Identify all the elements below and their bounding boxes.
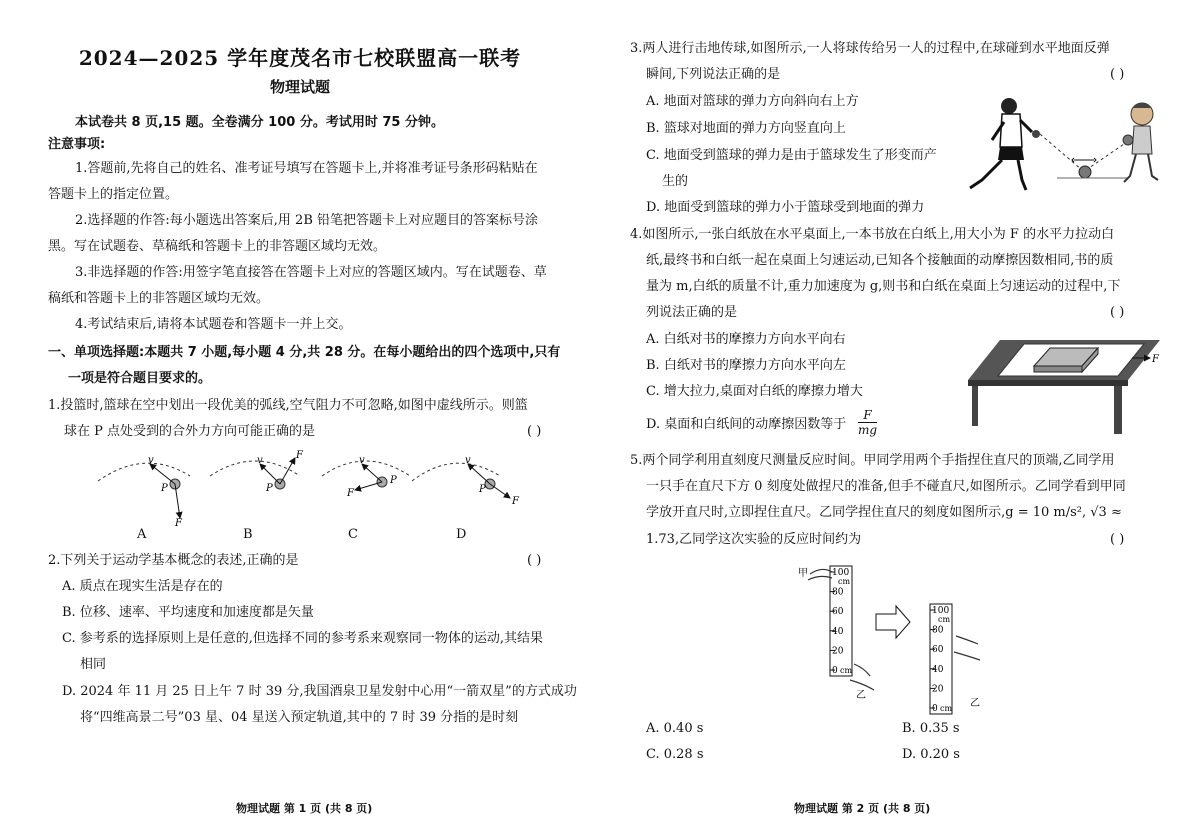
notice-line: 2.选择题的作答:每小题选出答案后,用 2B 铅笔把答题卡上对应题目的答案标号涂 (75, 213, 539, 228)
page-footer: 物理试题 第 1 页 (共 8 页) (236, 802, 373, 815)
q4-option: D. 桌面和白纸间的动摩擦因数等于 (646, 417, 847, 432)
p-label: P (161, 483, 168, 494)
section-heading: 一、单项选择题:本题共 7 小题,每小题 4 分,共 28 分。在每小题给出的四个选项中,只有 (48, 345, 561, 360)
f-label: F (175, 518, 182, 529)
ruler-reaction-figure (790, 560, 990, 720)
q2-option: C. 参考系的选择原则上是任意的,但选择不同的参考系来观察同一物体的运动,其结果 (62, 631, 544, 646)
q2-option: D. 2024 年 11 月 25 日上午 7 时 39 分,我国酒泉卫星发射中心用“一箭双星”的方式成功 (62, 684, 577, 699)
table-paper-book-illustration (964, 332, 1160, 436)
q4-option: A. 白纸对书的摩擦力方向水平向右 (646, 332, 846, 347)
q4-stem: 量为 m,白纸的质量不计,重力加速度为 g,则书和白纸在桌面上匀速运动的过程中,下 (646, 279, 1121, 294)
option-a-diagram (98, 455, 190, 529)
f-label: F (347, 488, 354, 499)
q4-fraction (858, 408, 877, 437)
p-label: P (479, 484, 486, 495)
q1-stem: 球在 P 点处受到的合外力方向可能正确的是 (64, 424, 316, 439)
ruler-tick-label: 20 (932, 684, 944, 695)
ruler-tick-label: 40 (832, 626, 844, 637)
exam-title: 2024—2025 学年度茂名市七校联盟高一联考 (78, 46, 522, 70)
ruler-tick-label: 60 (932, 645, 944, 656)
yi-label: 乙 (856, 690, 866, 701)
notice-line: 答题卡上的指定位置。 (48, 187, 179, 202)
fraction-numerator: F (858, 408, 877, 423)
q4-option: B. 白纸对书的摩擦力方向水平向左 (646, 358, 846, 373)
right-page (600, 0, 1200, 832)
q3-option: 生的 (662, 174, 689, 189)
section-heading: 一项是符合题目要求的。 (68, 371, 212, 386)
jia-label: 甲 (798, 568, 808, 579)
q1-stem: 1.投篮时,篮球在空中划出一段优美的弧线,空气阻力不可忽略,如图中虚线所示。则篮 (48, 398, 528, 413)
q3-stem: 3.两人进行击地传球,如图所示,一人将球传给另一人的过程中,在球碰到水平地面反弹 (630, 41, 1110, 56)
option-d-label: D (456, 527, 467, 542)
notice-line: 1.答题前,先将自己的姓名、准考证号填写在答题卡上,并将准考证号条形码粘贴在 (75, 161, 538, 176)
q4-stem: 4.如图所示,一张白纸放在水平桌面上,一本书放在白纸上,用大小为 F 的水平力拉动白 (630, 227, 1115, 242)
ruler-tick-label: 100 (932, 606, 950, 616)
ruler-tick-label: 100 (832, 568, 850, 578)
fraction-denominator: mg (858, 423, 878, 437)
q2-option: A. 质点在现实生活是存在的 (62, 579, 223, 594)
q5-option: B. 0.35 s (902, 721, 960, 736)
option-d-diagram (412, 455, 520, 507)
notice-line: 稿纸和答题卡上的非答题区域均无效。 (48, 291, 270, 306)
q5-option: D. 0.20 s (902, 747, 960, 762)
v-label: v (148, 455, 154, 466)
f-label: F (512, 496, 519, 507)
bounce-pass-illustration (962, 92, 1162, 197)
p-label: P (266, 483, 273, 494)
ruler-unit-label: cm (840, 666, 853, 675)
q5-stem: 学放开直尺时,立即捏住直尺。乙同学捏住直尺的刻度如图所示,g = 10 m/s², √3 ≈ (646, 505, 1122, 520)
ruler-tick-label: 60 (832, 607, 844, 618)
q5-stem: 5.两个同学利用直刻度尺测量反应时间。甲同学用两个手指捏住直尺的顶端,乙同学用 (630, 453, 1115, 468)
ruler-unit-label: cm (940, 704, 953, 713)
q5-stem: 1.73,乙同学这次实验的反应时间约为 (646, 532, 862, 547)
page-footer: 物理试题 第 2 页 (共 8 页) (794, 802, 931, 815)
yi-label: 乙 (970, 698, 980, 709)
option-b-diagram (210, 450, 304, 494)
exam-intro: 本试卷共 8 页,15 题。全卷满分 100 分。考试用时 75 分钟。 (75, 115, 444, 130)
notice-line: 3.非选择题的作答:用签字笔直接答在答题卡上对应的答题区域内。写在试题卷、草 (75, 265, 547, 280)
v-label: v (465, 455, 471, 466)
notice-heading: 注意事项: (48, 137, 106, 152)
exam-subtitle: 物理试题 (269, 78, 330, 96)
option-c-label: C (348, 527, 358, 542)
notice-line: 4.考试结束后,请将本试题卷和答题卡一并上交。 (75, 317, 352, 332)
force-label: F (1152, 354, 1159, 365)
ruler-tick-label: 40 (932, 664, 944, 675)
q4-option: C. 增大拉力,桌面对白纸的摩擦力增大 (646, 384, 863, 399)
option-b-label: B (243, 527, 253, 542)
answer-bracket: ( ) (1110, 532, 1125, 547)
ruler-tick-label: 0 (932, 704, 938, 714)
answer-bracket: ( ) (1110, 67, 1125, 82)
option-a-label: A (137, 527, 147, 542)
ruler-unit-label: cm (838, 577, 851, 586)
ruler-tick-label: 80 (832, 587, 844, 598)
answer-bracket: ( ) (1110, 305, 1125, 320)
notice-line: 黑。写在试题卷、草稿纸和答题卡上的非答题区域均无效。 (48, 239, 387, 254)
q2-option: 相同 (80, 657, 107, 672)
ruler-unit-label: cm (938, 615, 951, 624)
q3-option: D. 地面受到篮球的弹力小于篮球受到地面的弹力 (646, 200, 925, 215)
ruler-tick-label: 20 (832, 646, 844, 657)
q3-option: A. 地面对篮球的弹力方向斜向右上方 (646, 94, 859, 109)
ruler-tick-label: 80 (932, 625, 944, 636)
option-c-diagram (322, 455, 410, 499)
q3-option: B. 篮球对地面的弹力方向竖直向上 (646, 121, 846, 136)
f-label: F (296, 450, 303, 461)
q3-stem: 瞬间,下列说法正确的是 (646, 67, 781, 82)
p-label: P (390, 475, 397, 486)
q5-option: A. 0.40 s (646, 721, 704, 736)
q4-stem: 纸,最终书和白纸一起在桌面上匀速运动,已知各个接触面的动摩擦因数相同,书的质 (646, 253, 1114, 268)
q3-option: C. 地面受到篮球的弹力是由于篮球发生了形变而产 (646, 148, 937, 163)
v-label: v (257, 455, 263, 466)
q5-option: C. 0.28 s (646, 747, 704, 762)
answer-bracket: ( ) (527, 553, 542, 568)
ruler-tick-label: 0 (832, 666, 838, 676)
answer-bracket: ( ) (527, 424, 542, 439)
v-label: v (359, 455, 365, 466)
q2-option: 将“四维高景二号”03 星、04 星送入预定轨道,其中的 7 时 39 分指的是时刻 (80, 710, 519, 725)
q4-stem: 列说法正确的是 (646, 305, 738, 320)
q5-stem: 一只手在直尺下方 0 刻度处做捏尺的准备,但手不碰直尺,如图所示。乙同学看到甲同 (646, 479, 1126, 494)
q2-stem: 2.下列关于运动学基本概念的表述,正确的是 (48, 553, 299, 568)
q2-option: B. 位移、速率、平均速度和加速度都是矢量 (62, 605, 314, 620)
